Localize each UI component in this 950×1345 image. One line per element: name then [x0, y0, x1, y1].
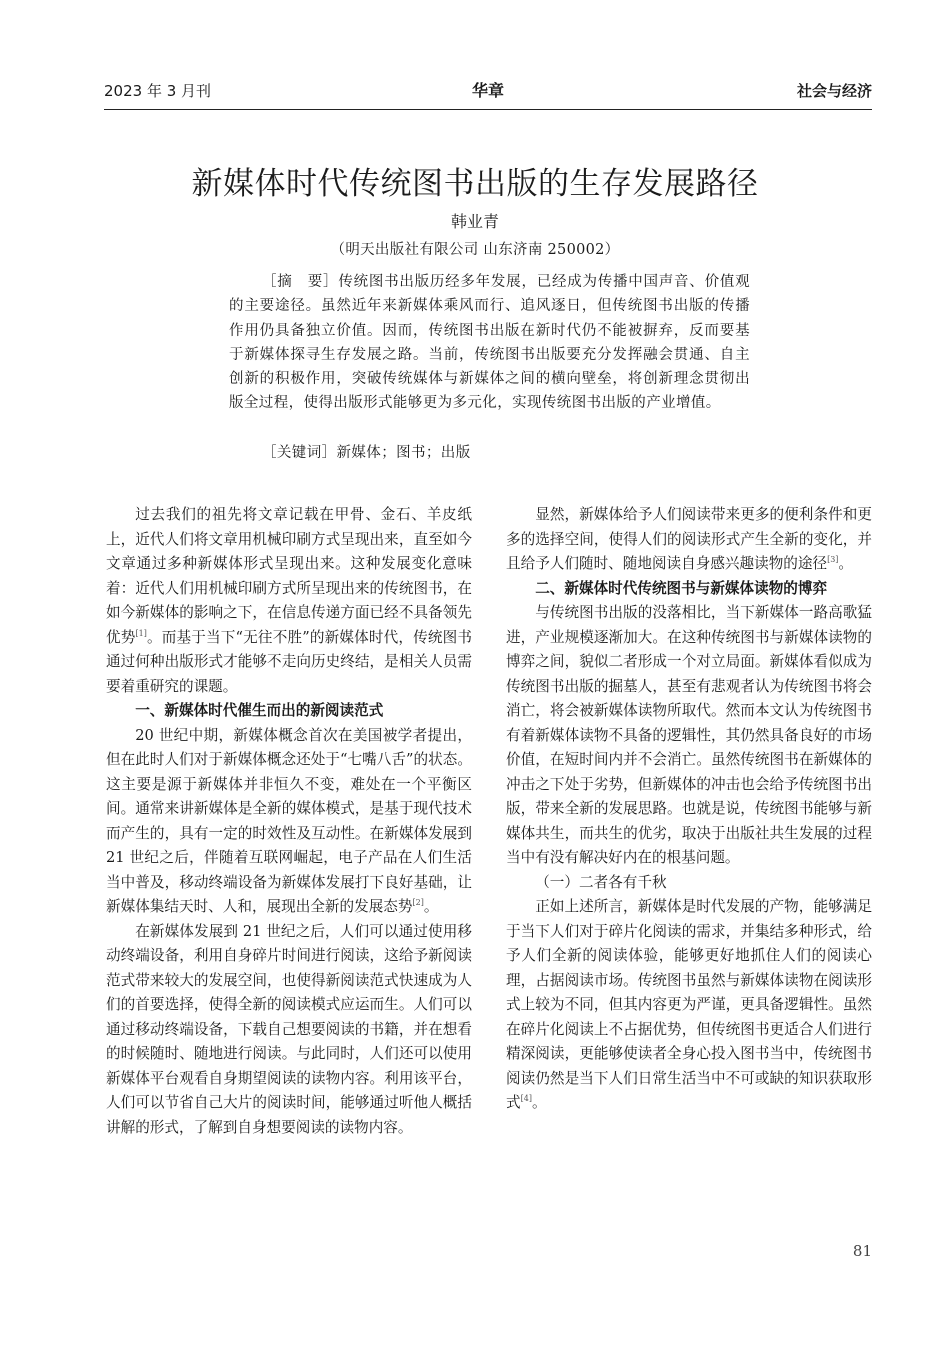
paragraph: 正如上述所言，新媒体是时代发展的产物，能够满足于当下人们对于碎片化阅读的需求，并集结多种形式，给予人们全新的阅读体验，能够更好地抓住人们的阅读心理，占据阅读市场。传统图书虽然与新媒体读物在阅读形式上较为不同，但其内容更为严谨，更具备逻辑性。虽然在碎片化阅读上不占据优势，但传统图书更适合人们进行精深阅读，更能够使读者全身心投入图书当中，传统图书阅读仍然是当下人们日常生活当中不可或缺的知识获取形式[4]。: [506, 898, 872, 1111]
author-name: 韩业青: [450, 212, 499, 231]
abstract: [229, 270, 750, 416]
keywords-label: ［关键词］: [262, 445, 337, 461]
citation-ref: [3]: [827, 555, 839, 565]
section-heading-1: 一、新媒体时代催生而出的新阅读范式: [135, 702, 384, 719]
citation-ref: [1]: [135, 628, 147, 638]
journal-name: 华章: [471, 81, 504, 100]
section-name: 社会与经济: [796, 82, 872, 100]
header-rule: [104, 109, 872, 110]
running-header: [104, 80, 872, 102]
subsection-heading: （一）二者各有千秋: [535, 873, 667, 891]
abstract-label: ［摘 要］: [262, 274, 339, 290]
section-heading-2: 二、新媒体时代传统图书与新媒体读物的博弈: [535, 579, 828, 597]
citation-ref: [4]: [520, 1094, 532, 1104]
right-column: [506, 503, 872, 1116]
issue-date: 2023 年 3 月刊: [104, 82, 212, 100]
paragraph: 在新媒体发展到 21 世纪之后，人们可以通过使用移动终端设备，利用自身碎片时间进行阅读，这给予新阅读范式带来较大的发展空间，也使得新阅读范式快速成为人们的首要选择，使得全新的阅读模式应运而生。人们可以通过移动终端设备，下载自己想要阅读的书籍，并在想看的时候随时、随地进行阅读。与此同时，人们还可以使用新媒体平台观看自身期望阅读的读物内容。利用该平台，人们可以节省自己大片的阅读时间，能够通过听他人概括讲解的形式，了解到自身想要阅读的读物内容。: [106, 922, 472, 1136]
keywords: [262, 441, 471, 462]
paragraph: 20 世纪中期，新媒体概念首次在美国被学者提出，但在此时人们对于新媒体概念还处于“七嘴八舌”的状态。这主要是源于新媒体并非恒久不变，难处在一个平衡区间。通常来讲新媒体是全新的媒体模式，是基于现代技术而产生的，具有一定的时效性及互动性。在新媒体发展到 21 世纪之后，伴随着互联网崛起，电子产品在人们生活当中普及，移动终端设备为新媒体发展打下良好基础，让新媒体集结天时、人和，展现出全新的发展态势[2]。: [106, 726, 472, 915]
page-number: 81: [852, 1242, 872, 1260]
article-title: 新媒体时代传统图书出版的生存发展路径: [191, 166, 759, 202]
paragraph: 与传统图书出版的没落相比，当下新媒体一路高歌猛进，产业规模逐渐加大。在这种传统图书与新媒体读物的博弈之间，貌似二者形成一个对立局面。新媒体看似成为传统图书出版的掘墓人，甚至有悲观者认为传统图书将会消亡，将会被新媒体读物所取代。然而本文认为传统图书有着新媒体读物不具备的逻辑性，其仍然具备良好的市场价值，在短时间内并不会消亡。虽然传统图书在新媒体的冲击之下处于劣势，但新媒体的冲击也会给予传统图书出版，带来全新的发展思路。也就是说，传统图书能够与新媒体共生，而共生的优劣，取决于出版社共生发展的过程当中有没有解决好内在的根基问题。: [506, 604, 872, 866]
citation-ref: [2]: [412, 898, 424, 908]
paragraph: 过去我们的祖先将文章记载在甲骨、金石、羊皮纸上，近代人们将文章用机械印刷方式呈现出来，直至如今文章通过多种新媒体形式呈现出来。这种发展变化意味着：近代人们用机械印刷方式所呈现出来的传统图书，在如今新媒体的影响之下，在信息传递方面已经不具备领先优势[1]。而基于当下“无往不胜”的新媒体时代，传统图书通过何种出版形式才能够不走向历史终结，是相关人员需要着重研究的课题。: [106, 506, 472, 695]
paragraph: 显然，新媒体给予人们阅读带来更多的便利条件和更多的选择空间，使得人们的阅读形式产生全新的变化，并且给予人们随时、随地阅读自身感兴趣读物的途径[3]。: [506, 506, 872, 572]
author-affiliation: （明天出版社有限公司 山东济南 250002）: [330, 242, 620, 258]
abstract-text: 传统图书出版历经多年发展，已经成为传播中国声音、价值观的主要途径。虽然近年来新媒体乘风而行、追风逐日，但传统图书出版的传播作用仍具备独立价值。因而，传统图书出版在新时代仍不能被摒弃，反而要基于新媒体探寻生存发展之路。当前，传统图书出版要充分发挥融会贯通、自主创新的积极作用，突破传统媒体与新媒体之间的横向壁垒，将创新理念贯彻出版全过程，使得出版形式能够更为多元化，实现传统图书出版的产业增值。: [229, 274, 750, 412]
keywords-text: 新媒体；图书；出版: [336, 445, 471, 461]
left-column: [106, 503, 472, 1140]
